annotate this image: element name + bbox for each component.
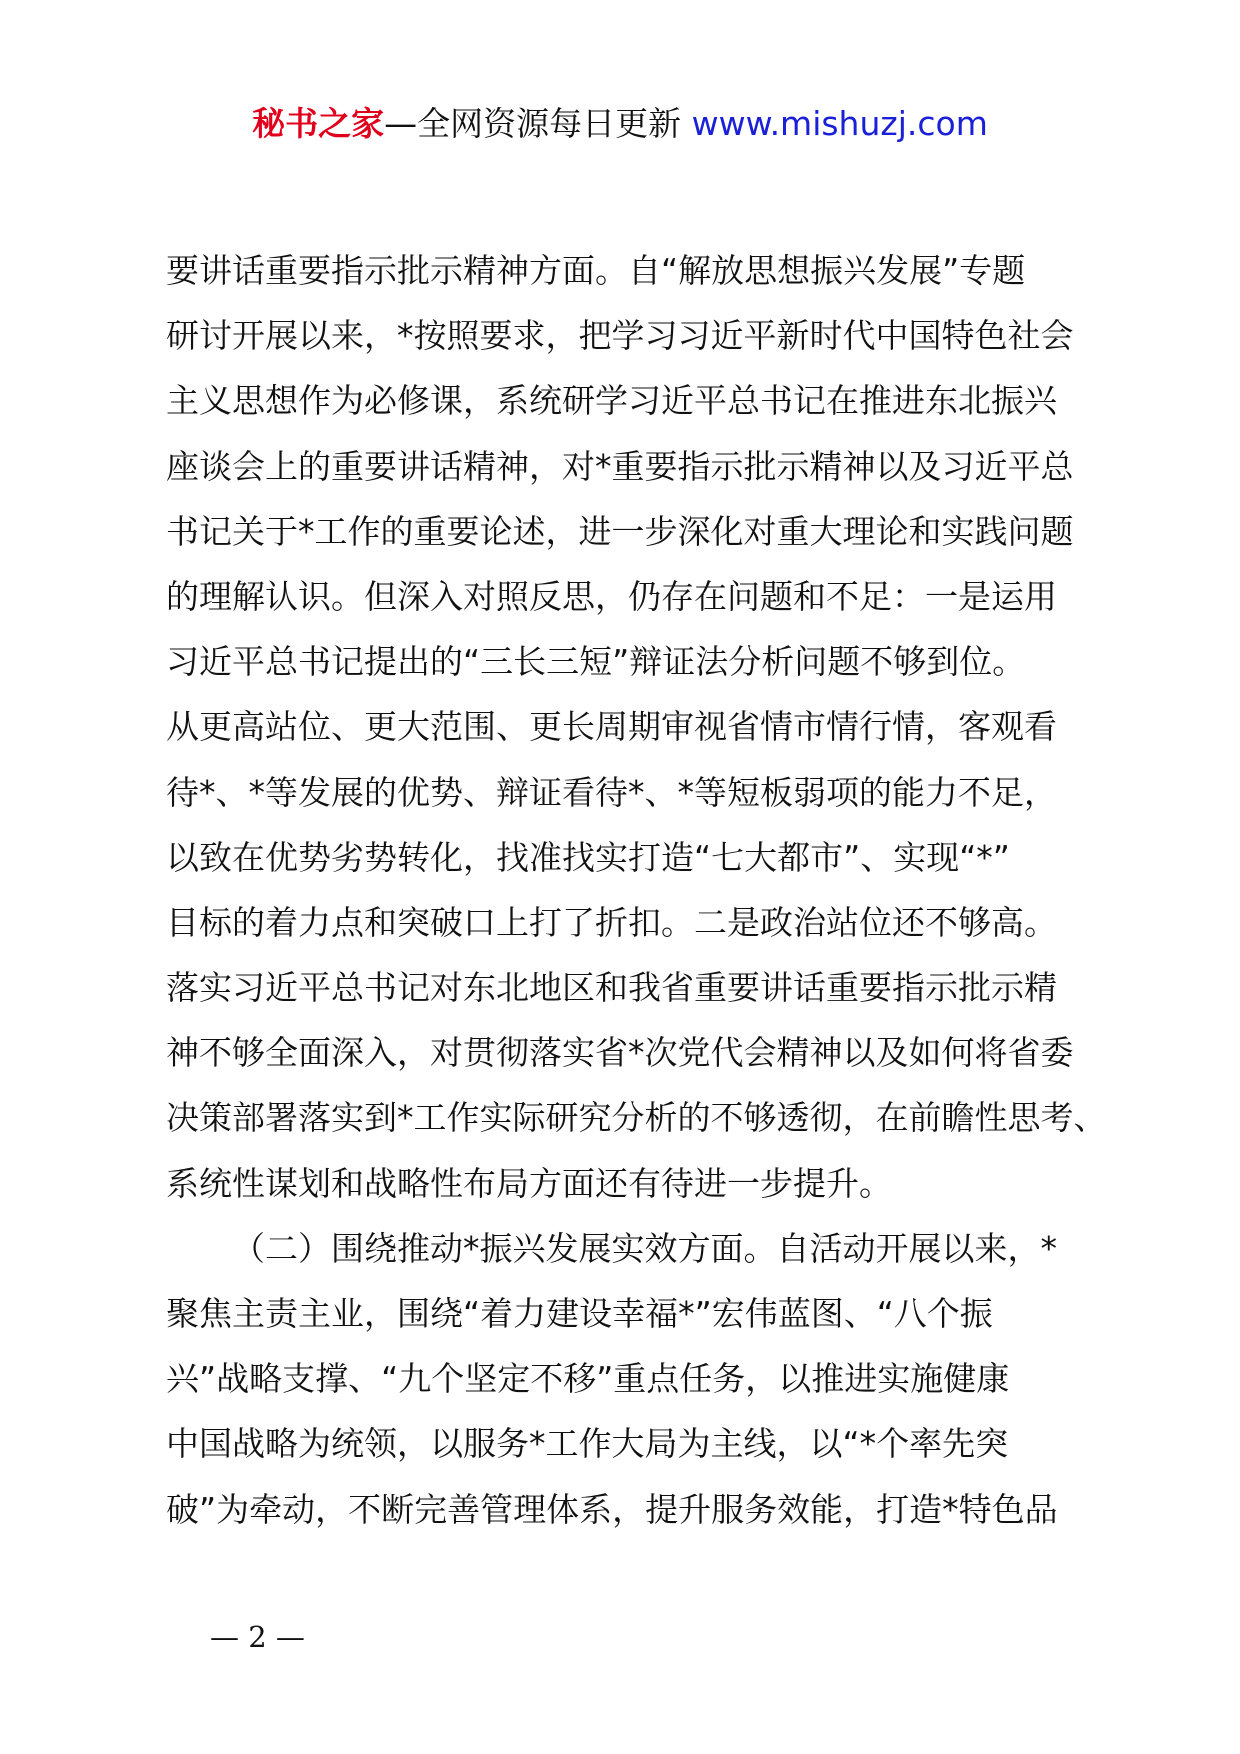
body-line: 从更高站位、更大范围、更长周期审视省情市情行情，客观看 (166, 707, 1057, 747)
body-line: 的理解认识。但深入对照反思，仍存在问题和不足：一是运用 (166, 576, 1057, 616)
body-line: 兴”战略支撑、“九个坚定不移”重点任务，以推进实施健康 (166, 1359, 1010, 1399)
body-line: 破”为牵动，不断完善管理体系，提升服务效能，打造*特色品 (166, 1489, 1058, 1529)
body-line: 决策部署落实到*工作实际研究分析的不够透彻，在前瞻性思考、 (166, 1098, 1107, 1138)
body-line: 神不够全面深入，对贯彻落实省*次党代会精神以及如何将省委 (166, 1033, 1074, 1073)
body-line: 系统性谋划和战略性布局方面还有待进一步提升。 (166, 1163, 892, 1203)
body-line: 聚焦主责主业，围绕“着力建设幸福*”宏伟蓝图、“八个振 (166, 1294, 993, 1333)
body-line: 习近平总书记提出的“三长三短”辩证法分析问题不够到位。 (166, 642, 1026, 682)
body-line: 座谈会上的重要讲话精神，对*重要指示批示精神以及习近平总 (166, 446, 1074, 486)
section-heading-line: （二）围绕推动*振兴发展实效方面。自活动开展以来，* (232, 1228, 1057, 1268)
header-slogan: —全网资源每日更新 (384, 104, 682, 143)
page-header (0, 100, 1240, 148)
body-line: 落实习近平总书记对东北地区和我省重要讲话重要指示批示精 (166, 968, 1057, 1008)
body-line: 待*、*等发展的优势、辩证看待*、*等短板弱项的能力不足， (166, 772, 1057, 812)
document-body (166, 238, 1107, 1542)
body-line: 书记关于*工作的重要论述，进一步深化对重大理论和实践问题 (166, 511, 1074, 551)
body-line: 目标的着力点和突破口上打了折扣。二是政治站位还不够高。 (166, 902, 1057, 942)
body-line: 以致在优势劣势转化，找准找实打造“七大都市”、实现“*” (166, 837, 1010, 877)
body-line: 中国战略为统领，以服务*工作大局为主线，以“*个率先突 (166, 1424, 1009, 1464)
website-link[interactable]: www.mishuzj.com (691, 104, 988, 143)
body-line: 主义思想作为必修课，系统研学习近平总书记在推进东北振兴 (166, 381, 1057, 421)
brand-name: 秘书之家 (252, 104, 385, 143)
page-number: — 2 — (210, 1620, 305, 1654)
body-line: 要讲话重要指示批示精神方面。自“解放思想振兴发展”专题 (166, 251, 1026, 290)
body-line: 研讨开展以来，*按照要求，把学习习近平新时代中国特色社会 (166, 316, 1074, 356)
